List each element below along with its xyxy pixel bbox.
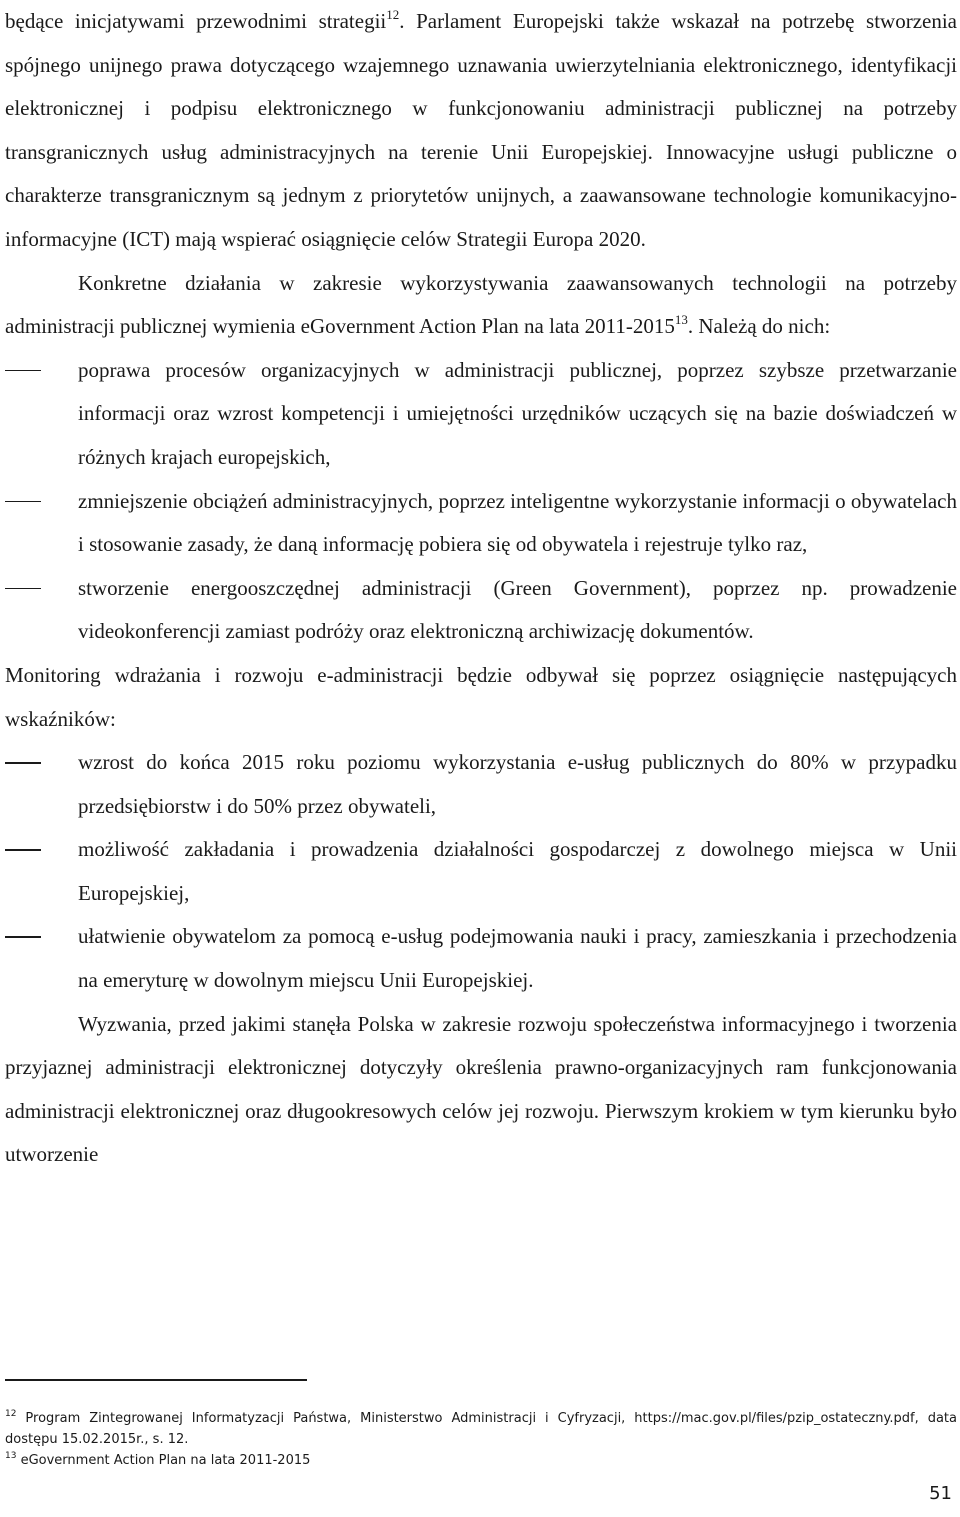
paragraph-2-text-end: . Należą do nich: bbox=[687, 314, 831, 339]
footnote-text: eGovernment Action Plan na lata 2011-2015 bbox=[16, 1453, 311, 1468]
footnote-separator bbox=[5, 1379, 307, 1381]
dash-bullet-icon bbox=[5, 588, 41, 590]
footnote-text: Program Zintegrowanej Informatyzacji Państwa, Ministerstwo Administracji i Cyfryzacji, https://mac.gov.pl/files/pzip_ostateczny.pdf, data dostępu 15.02.2015r., s. 12. bbox=[5, 1411, 957, 1447]
paragraph-4: Wyzwania, przed jakimi stanęła Polska w zakresie rozwoju społeczeństwa informacyjnego i tworzenia przyjaznej administracji elektronicznej dotyczyły określenia prawno-organizacyjnych ram funkcjonowania administracji elektronicznej oraz długookresowych celów jej rozwoju. Pierwszym krokiem w tym kierunku było utworzenie bbox=[5, 1011, 957, 1167]
list-item-text: stworzenie energooszczędnej administracji (Green Government), poprzez np. prowadzenie videokonferencji zamiast podróży oraz elektroniczną archiwizację dokumentów. bbox=[78, 575, 957, 644]
list-item-text: ułatwienie obywatelom za pomocą e-usług podejmowania nauki i pracy, zamieszkania i przechodzenia na emeryturę w dowolnym miejscu Unii Europejskiej. bbox=[78, 924, 957, 993]
action-list bbox=[5, 349, 957, 654]
footnote-ref-13[interactable]: 13 bbox=[674, 312, 688, 328]
body-text bbox=[5, 0, 957, 1177]
dash-bullet-icon bbox=[5, 936, 41, 938]
dash-bullet-icon bbox=[5, 849, 41, 851]
paragraph-2 bbox=[5, 262, 957, 349]
list-item bbox=[5, 480, 957, 567]
list-item-text: wzrost do końca 2015 roku poziomu wykorzystania e-usług publicznych do 80% w przypadku przedsiębiorstw i do 50% przez obywateli, bbox=[78, 750, 957, 818]
footnote-number: 13 bbox=[5, 1451, 17, 1461]
footnote-13 bbox=[5, 1450, 957, 1471]
list-item-text: poprawa procesów organizacyjnych w administracji publicznej, poprzez szybsze przetwarzanie informacji oraz wzrost kompetencji i umiejętności urzędników uczących się na bazie doświadczeń w różnych krajach europejskich, bbox=[78, 357, 957, 469]
indicator-list bbox=[5, 741, 957, 1003]
dash-bullet-icon bbox=[5, 370, 41, 372]
paragraph-1-text-start: będące inicjatywami przewodnimi strategii bbox=[5, 9, 387, 33]
dash-bullet-icon bbox=[5, 762, 41, 764]
paragraph-3: Monitoring wdrażania i rozwoju e-administracji będzie odbywał się poprzez osiągnięcie następujących wskaźników: bbox=[5, 662, 957, 731]
list-item bbox=[5, 828, 957, 915]
page-number: 51 bbox=[929, 1483, 952, 1504]
list-item-text: zmniejszenie obciążeń administracyjnych, poprzez inteligentne wykorzystanie informacji o obywatelach i stosowanie zasady, że daną informację pobiera się od obywatela i rejestruje tylko raz, bbox=[78, 488, 957, 557]
paragraph-1-text-end: . Parlament Europejski także wskazał na potrzebę stworzenia spójnego unijnego prawa dotyczącego wzajemnego uznawania uwierzytelniania elektronicznego, identyfikacji elektronicznej i podpisu elektronicznego w funkcjonowaniu administracji publicznej na potrzeby transgranicznych usług administracyjnych na terenie Unii Europejskiej. Innowacyjne usługi publiczne o charakterze transgranicznym są jednym z priorytetów unijnych, a zaawansowane technologie komunikacyjno-informacyjne (ICT) mają wspierać osiągnięcie celów Strategii Europa 2020. bbox=[5, 9, 957, 251]
list-item-text: możliwość zakładania i prowadzenia działalności gospodarczej z dowolnego miejsca w Unii Europejskiej, bbox=[78, 837, 957, 905]
list-item bbox=[5, 567, 957, 654]
footnotes bbox=[5, 1408, 957, 1471]
paragraph-1 bbox=[5, 0, 957, 262]
dash-bullet-icon bbox=[5, 501, 41, 503]
footnote-ref-12[interactable]: 12 bbox=[386, 7, 400, 22]
list-item bbox=[5, 741, 957, 828]
footnote-12 bbox=[5, 1408, 957, 1450]
list-item bbox=[5, 915, 957, 1002]
paragraph-2-text-start: Konkretne działania w zakresie wykorzystywania zaawansowanych technologii na potrzeby administracji publicznej wymienia eGovernment Action Plan na lata 2011-2015 bbox=[5, 270, 957, 339]
list-item bbox=[5, 349, 957, 480]
footnote-number: 12 bbox=[5, 1409, 17, 1419]
